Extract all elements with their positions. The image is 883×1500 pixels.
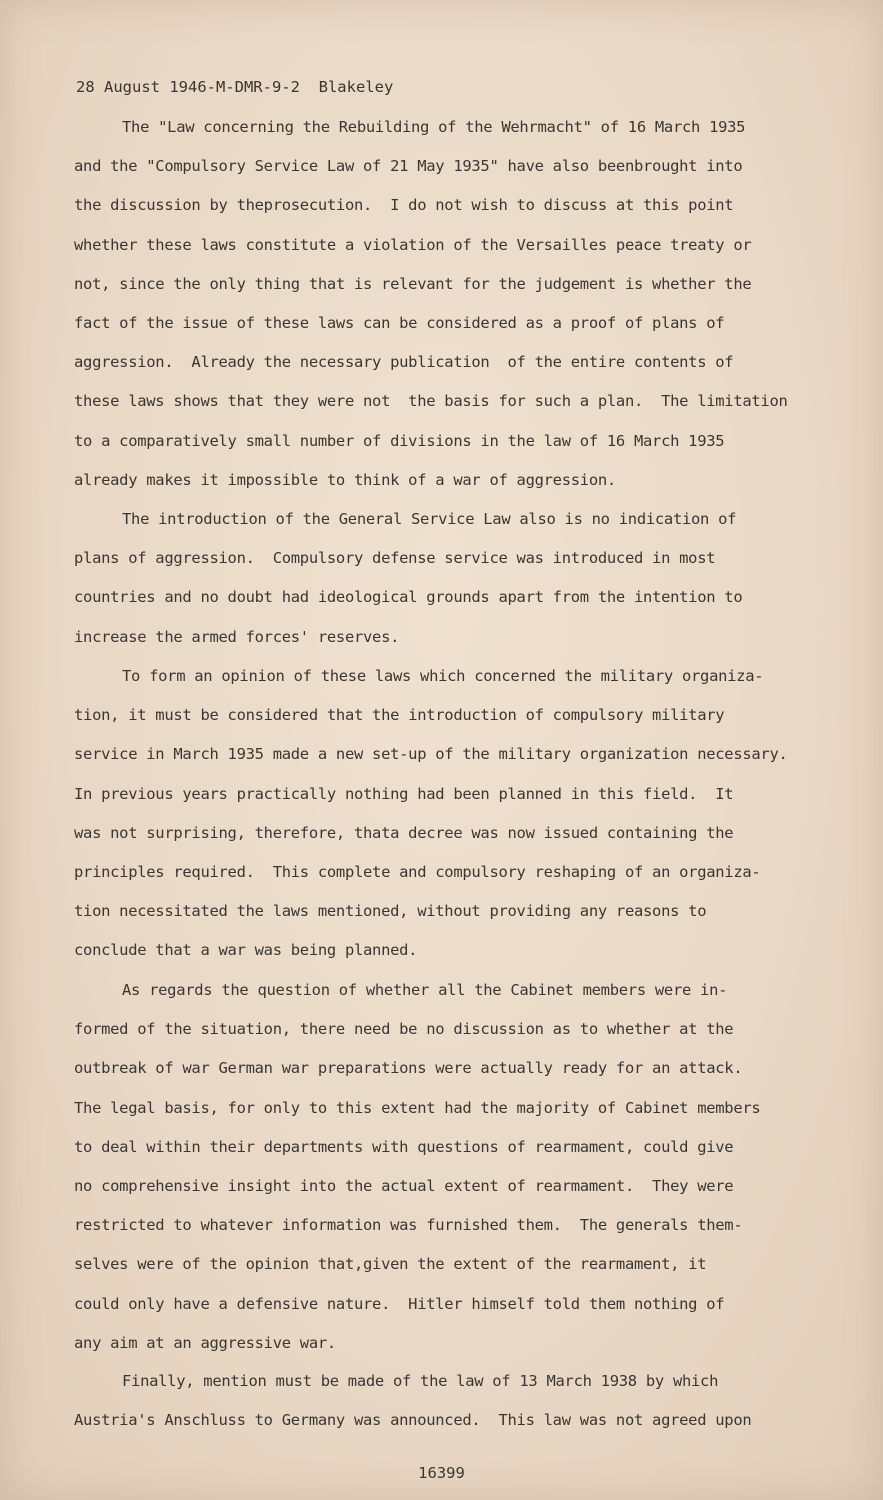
text-line: The introduction of the General Service Law also is no indication of [122, 510, 737, 528]
text-line: the discussion by theprosecution. I do not wish to discuss at this point [74, 196, 734, 215]
text-line: tion necessitated the laws mentioned, without providing any reasons to [74, 902, 707, 921]
text-line: aggression. Already the necessary publication of the entire contents of [74, 353, 734, 372]
text-line: selves were of the opinion that,given the extent of the rearmament, it [74, 1255, 707, 1274]
text-line: restricted to whatever information was furnished them. The generals them- [74, 1216, 743, 1235]
paragraph-3 [74, 657, 844, 971]
text-line: principles required. This complete and compulsory reshaping of an organiza- [74, 862, 761, 881]
text-line: countries and no doubt had ideological grounds apart from the intention to [74, 588, 743, 607]
paragraph-5 [74, 1362, 844, 1440]
text-line: to a comparatively small number of divisions in the law of 16 March 1935 [74, 431, 725, 450]
text-line: already makes it impossible to think of a war of aggression. [74, 470, 616, 489]
text-line: To form an opinion of these laws which concerned the military organiza- [122, 667, 764, 685]
text-line: increase the armed forces' reserves. [74, 627, 400, 646]
text-line: to deal within their departments with questions of rearmament, could give [74, 1137, 734, 1156]
text-line: no comprehensive insight into the actual extent of rearmament. They were [74, 1176, 734, 1195]
text-line: not, since the only thing that is relevant for the judgement is whether the [74, 274, 752, 293]
page-number: 16399 [418, 1464, 465, 1482]
text-line: fact of the issue of these laws can be considered as a proof of plans of [74, 313, 725, 332]
text-line: The legal basis, for only to this extent had the majority of Cabinet members [74, 1098, 761, 1117]
text-line: Finally, mention must be made of the law of 13 March 1938 by which [122, 1372, 719, 1390]
text-line: could only have a defensive nature. Hitler himself told them nothing of [74, 1294, 725, 1313]
text-line: was not surprising, therefore, thata decree was now issued containing the [74, 823, 734, 842]
text-line: these laws shows that they were not the basis for such a plan. The limitation [74, 392, 788, 411]
text-line: service in March 1935 made a new set-up of the military organization necessary. [74, 745, 788, 764]
text-line: outbreak of war German war preparations were actually ready for an attack. [74, 1059, 743, 1078]
paragraph-2 [74, 500, 844, 657]
text-line: tion, it must be considered that the introduction of compulsory military [74, 706, 725, 725]
text-line: Austria's Anschluss to Germany was announced. This law was not agreed upon [74, 1411, 752, 1430]
text-line: The "Law concerning the Rebuilding of the Wehrmacht" of 16 March 1935 [122, 118, 746, 136]
paragraph-1 [74, 108, 844, 500]
text-line: any aim at an aggressive war. [74, 1333, 336, 1352]
text-line: As regards the question of whether all the Cabinet members were in- [122, 981, 728, 999]
text-line: In previous years practically nothing had been planned in this field. It [74, 784, 734, 803]
text-line: and the "Compulsory Service Law of 21 May 1935" have also beenbrought into [74, 157, 743, 176]
document-header: 28 August 1946-M-DMR-9-2 Blakeley [76, 78, 394, 96]
text-line: plans of aggression. Compulsory defense service was introduced in most [74, 549, 716, 568]
text-line: conclude that a war was being planned. [74, 941, 418, 960]
text-line: formed of the situation, there need be no discussion as to whether at the [74, 1020, 734, 1039]
text-line: whether these laws constitute a violation of the Versailles peace treaty or [74, 235, 752, 254]
paragraph-4 [74, 971, 844, 1363]
